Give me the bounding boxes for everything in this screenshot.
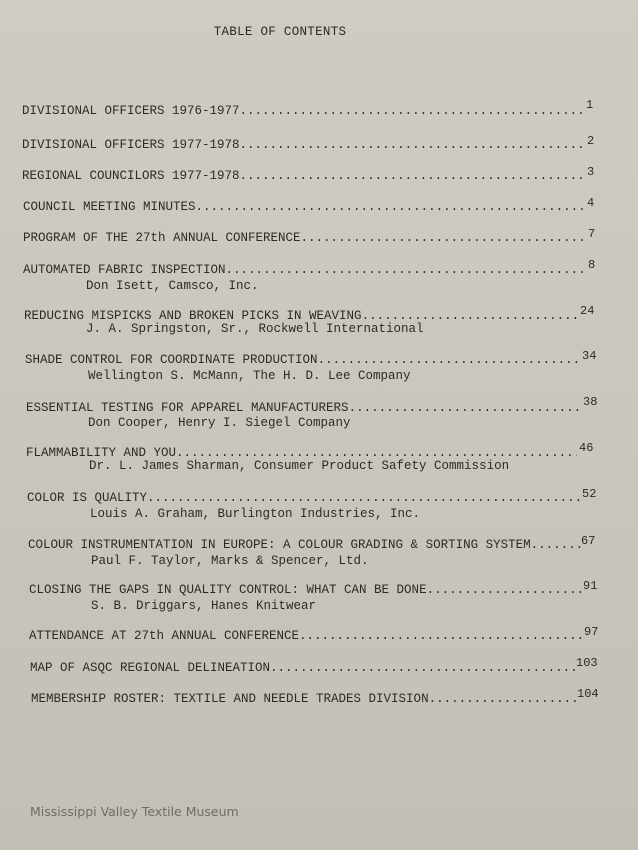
toc-entry-page: 7 [588, 227, 596, 241]
leader-dots [176, 446, 577, 460]
toc-entry-title: REGIONAL COUNCILORS 1977-1978 [22, 169, 240, 183]
leader-dots [240, 104, 584, 118]
toc-entry-page: 104 [577, 687, 599, 701]
toc-entry-page: 103 [576, 656, 598, 670]
leader-dots [196, 200, 585, 214]
leader-dots [349, 401, 582, 415]
page-title: TABLE OF CONTENTS [213, 25, 347, 39]
toc-entry-author: Wellington S. McMann, The H. D. Lee Company [88, 369, 411, 383]
leader-dots [240, 169, 585, 183]
toc-entry-page: 52 [582, 487, 597, 501]
toc-entry-page: 8 [588, 258, 596, 272]
leader-dots [301, 231, 585, 245]
toc-entry-title: PROGRAM OF THE 27th ANNUAL CONFERENCE [23, 231, 301, 245]
toc-entry-title: ESSENTIAL TESTING FOR APPAREL MANUFACTURERS [26, 401, 349, 415]
toc-entry-title: CLOSING THE GAPS IN QUALITY CONTROL: WHAT CAN BE DONE [29, 583, 427, 597]
toc-entry-title: DIVISIONAL OFFICERS 1976-1977 [22, 104, 240, 118]
toc-entry-title: COUNCIL MEETING MINUTES [23, 200, 196, 214]
toc-entry-title: MEMBERSHIP ROSTER: TEXTILE AND NEEDLE TRADES DIVISION [31, 692, 429, 706]
toc-entry-page: 2 [587, 134, 595, 148]
toc-entry-author: Paul F. Taylor, Marks & Spencer, Ltd. [91, 554, 369, 568]
toc-entry-title: FLAMMABILITY AND YOU [26, 446, 177, 460]
toc-entry-page: 34 [582, 349, 597, 363]
leader-dots [147, 491, 580, 505]
toc-entry-title: COLOR IS QUALITY [27, 491, 148, 505]
leader-dots [531, 538, 581, 552]
toc-entry-page: 4 [587, 196, 595, 210]
toc-entry-author: S. B. Driggars, Hanes Knitwear [91, 599, 317, 613]
toc-entry-title: MAP OF ASQC REGIONAL DELINEATION [30, 661, 271, 675]
toc-entry-title: DIVISIONAL OFFICERS 1977-1978 [22, 138, 240, 152]
toc-entry-page: 91 [583, 579, 598, 593]
leader-dots [318, 353, 581, 367]
watermark-caption: Mississippi Valley Textile Museum [30, 804, 239, 819]
toc-entry-author: Louis A. Graham, Burlington Industries, Inc. [90, 507, 421, 521]
toc-entry-author: Dr. L. James Sharman, Consumer Product Safety Commission [89, 459, 510, 473]
leader-dots [362, 309, 580, 323]
toc-entry-author: Don Cooper, Henry I. Siegel Company [88, 416, 351, 430]
leader-dots [429, 692, 576, 706]
toc-entry-author: J. A. Springston, Sr., Rockwell International [86, 322, 424, 336]
toc-entry-page: 97 [584, 625, 599, 639]
leader-dots [240, 138, 585, 152]
leader-dots [299, 629, 583, 643]
toc-entry-title: SHADE CONTROL FOR COORDINATE PRODUCTION [25, 353, 318, 367]
toc-entry-page: 3 [587, 165, 595, 179]
toc-entry-page: 1 [586, 98, 594, 112]
toc-entry-page: 46 [579, 441, 594, 455]
toc-entry-page: 24 [580, 304, 595, 318]
toc-entry-page: 67 [581, 534, 596, 548]
toc-entry-author: Don Isett, Camsco, Inc. [86, 279, 259, 293]
toc-entry-page: 38 [583, 395, 598, 409]
toc-entry-title: REDUCING MISPICKS AND BROKEN PICKS IN WEAVING [24, 309, 362, 323]
toc-entry-title: COLOUR INSTRUMENTATION IN EUROPE: A COLOUR GRADING & SORTING SYSTEM [28, 538, 531, 552]
leader-dots [226, 263, 585, 277]
leader-dots [270, 661, 576, 675]
leader-dots [427, 583, 582, 597]
toc-entry-title: ATTENDANCE AT 27th ANNUAL CONFERENCE [29, 629, 300, 643]
toc-entry-title: AUTOMATED FABRIC INSPECTION [23, 263, 226, 277]
